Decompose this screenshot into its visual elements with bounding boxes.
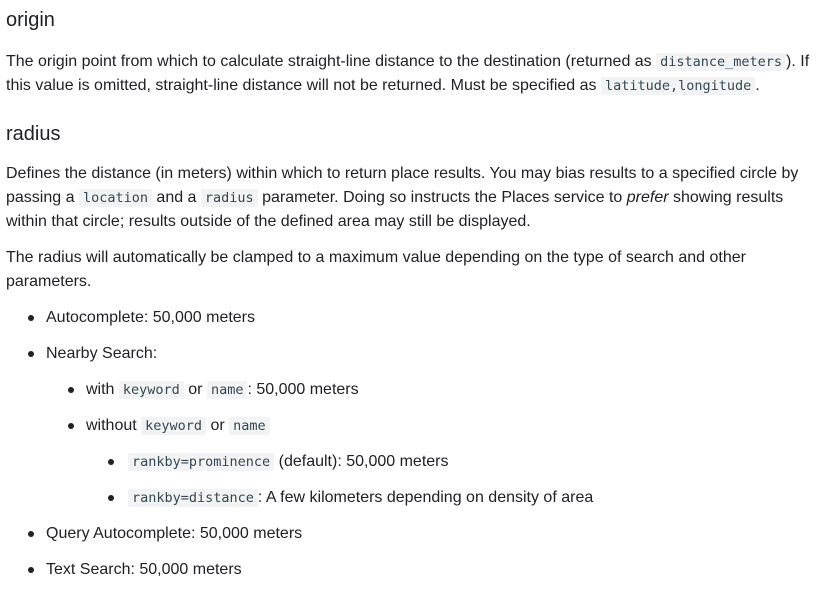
nearby-search-label: Nearby Search: (46, 345, 158, 362)
without-text: without (86, 417, 142, 434)
list-item (6, 378, 827, 402)
prominence-limit-text: (default): 50,000 meters (274, 453, 449, 470)
nearby-search-sublist (6, 378, 827, 510)
bullet-icon (108, 459, 114, 465)
radius-clamp-note: The radius will automatically be clamped to a maximum value depending on the type of search and other parameters. (6, 249, 746, 290)
bullet-icon (28, 351, 34, 357)
bullet-icon (68, 387, 74, 393)
or-text: or (183, 381, 207, 398)
query-autocomplete-limit: Query Autocomplete: 50,000 meters (46, 525, 303, 542)
origin-text-1: The origin point from which to calculate straight-line distance to the destination (returned as (6, 53, 657, 70)
rankby-sublist (6, 450, 827, 510)
origin-text-3: . (755, 77, 760, 94)
list-item (6, 306, 827, 330)
code-name: name (207, 381, 248, 399)
code-keyword: keyword (141, 417, 206, 435)
list-item (6, 450, 827, 474)
autocomplete-limit: Autocomplete: 50,000 meters (46, 309, 256, 326)
with-limit-text: : 50,000 meters (247, 381, 359, 398)
text-search-limit: Text Search: 50,000 meters (46, 561, 242, 578)
list-item (6, 414, 827, 510)
code-rankby-prominence: rankby=prominence (128, 453, 274, 471)
code-keyword: keyword (119, 381, 184, 399)
or-text: or (206, 417, 230, 434)
code-radius: radius (201, 189, 258, 207)
bullet-icon (28, 567, 34, 573)
bullet-icon (28, 531, 34, 537)
origin-text-2: ). If this value is omitted, straight-line distance will not be returned. Must be specified as (6, 53, 810, 94)
bullet-icon (108, 495, 114, 501)
origin-description (6, 50, 827, 98)
radius-description (6, 162, 827, 234)
radius-text-4: showing results within that circle; results outside of the defined area may still be displayed. (6, 189, 784, 230)
radius-text-2: and a (151, 189, 201, 206)
code-rankby-distance: rankby=distance (128, 489, 258, 507)
list-item (6, 558, 827, 582)
list-item (6, 522, 827, 546)
emphasis-prefer: prefer (626, 189, 669, 206)
code-distance-meters: distance_meters (656, 53, 786, 71)
code-location: location (79, 189, 152, 207)
code-name: name (229, 417, 270, 435)
radius-text-1: Defines the distance (in meters) within which to return place results. You may bias results to a specified circle by passing a (6, 165, 799, 206)
code-latitude-longitude: latitude,longitude (601, 77, 755, 95)
radius-heading: radius (6, 123, 61, 145)
radius-text-3: parameter. Doing so instructs the Places service to (257, 189, 627, 206)
with-text: with (86, 381, 119, 398)
origin-heading: origin (6, 9, 55, 31)
bullet-icon (68, 423, 74, 429)
bullet-icon (28, 315, 34, 321)
radius-limits-list (6, 306, 827, 582)
list-item (6, 486, 827, 510)
distance-limit-text: : A few kilometers depending on density of area (257, 489, 594, 506)
list-item (6, 342, 827, 510)
